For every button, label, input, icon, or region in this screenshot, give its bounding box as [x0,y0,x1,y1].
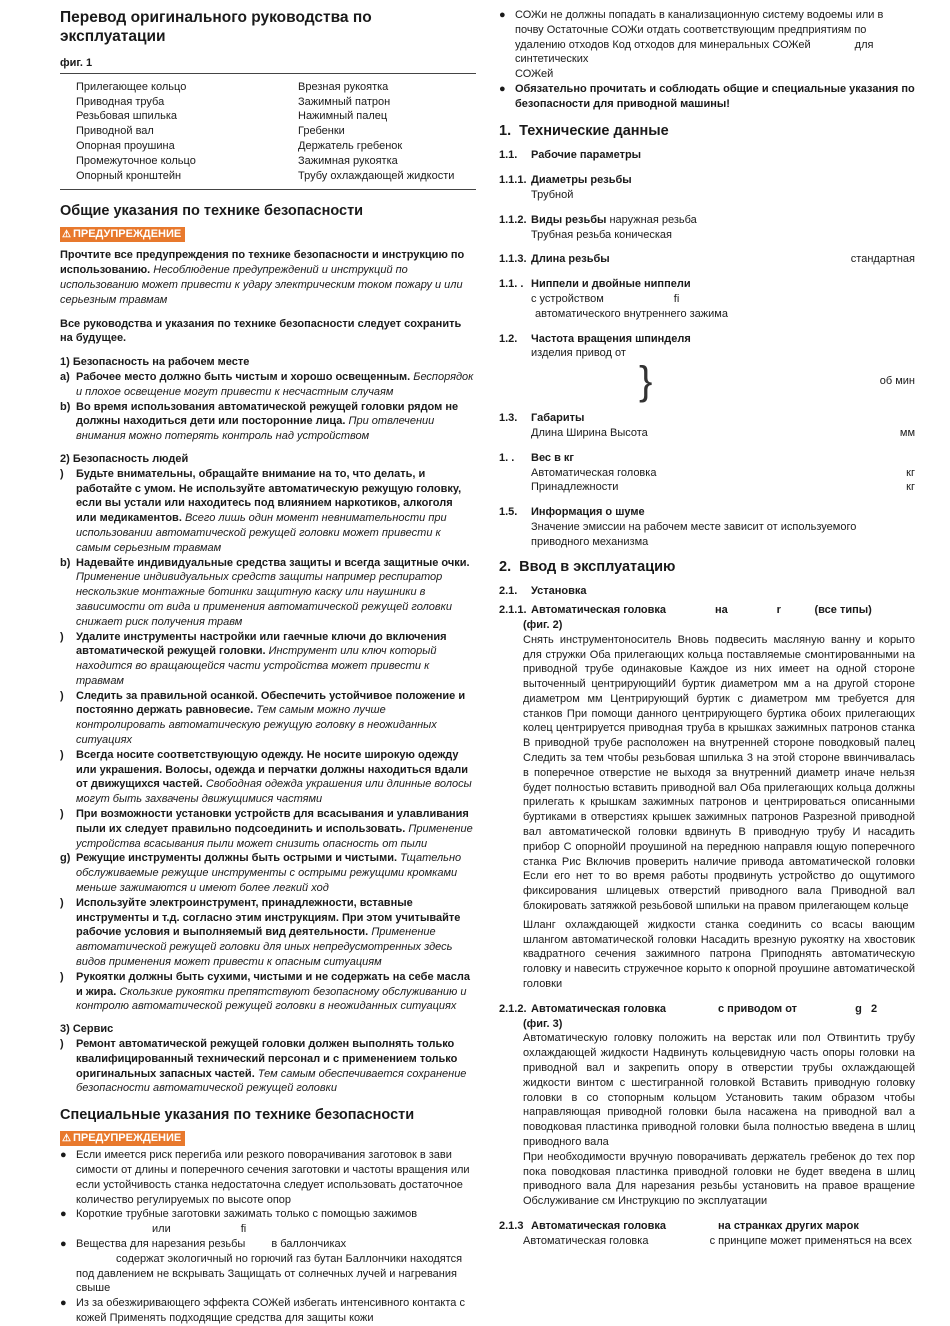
brace-icon: } [639,359,653,404]
subsection-title: 2.1. Установка [499,585,587,598]
legend-item: Врезная рукоятка [298,80,389,93]
legend-item: Промежуточное кольцо [76,154,196,167]
bullet-item: ● Если имеется риск перегиба или резкого поворачивания заготовок в зави симости от длины и поперечного сечения заготовки и частоты вращения или если устойчивость станка недостаточна следует использовать достаточное количество регулируемых по высоте опор [60,1149,470,1206]
legend-item: Зажимная рукоятка [298,154,398,167]
legend-item: Опорный кронштейн [76,169,182,182]
left-column [60,8,476,1326]
subsection-title: 1.1. Рабочие параметры [499,149,642,162]
legend-item: Резьбовая шпилька [76,110,178,123]
subsection: 1.1.2. Виды резьбы наружная резьба Трубная резьба коническая [499,213,697,241]
subsection: 1.1.3. Длина резьбы стандартная [499,253,915,266]
bullet-item: ● СОЖи не должны попадать в канализационную систему водоемы или в почву Остаточные СОЖи отдать соответствующим предприятиям по удалению отходов Код отходов для минеральных СОЖей для синтетических СОЖей [499,9,884,81]
legend-item: Приводной вал [76,125,154,138]
list-item: a) Рабочее место должно быть чистым и хорошо освещенным. Беспорядок и плохое освещение могут привести к несчастным случаям [60,370,474,398]
list-item: ) Ремонт автоматической режущей головки должен выполнять только квалифицированный технический персонал и с применением только оригинальных запасных частей. Тем самым обеспечивается сохранение безопасности автоматической режущей головки [60,1038,467,1095]
subsection: 2.1.3 Автоматическая головка на странках других марок Автоматическая головка с принципе может применяться на всех [499,1219,912,1247]
section-workplace-title: 1) Безопасность на рабочем месте [60,356,250,369]
list-item: ) Будьте внимательны, обращайте внимание на то, что делать, и работайте с умом. Не используйте автоматическую режущую головку, если вы устали или находитесь под влиянием наркотиков, алкоголя или медикаментов. Всего лишь один момент невнимательности при использовании автоматической режущей головки может привести к самым серьезным травмам [60,467,462,554]
legend-item: Опорная проушина [76,139,175,152]
warning-italic: Несоблюдение предупреждений и инструкций по использованию может привести к удару электрическим током пожару и или серьезным травмам [60,264,463,306]
figure-legend [60,80,476,184]
subsection: 2.1.1. Автоматическая головка на r (все типы) (фиг. 2) Снять инструментоноситель Вновь подвесить масляную ванну и корыто для стружки Оба прилегающих кольца поставляемые смонтированными на приводной трубе одинаковые Каждое из них имеет на одной стороне выточенный центрирующийИ буртик диаметром мм а на другой стороне диаметром мм Центрирующий буртик с диаметром мм требуется для станков При помощи данного центрирующего буртика обоих прилегающих колец центрируется приводная труба в крышках зажимных патронов станка В приводной трубе расположен на внутренней стороне поводковый палец Следить за тем чтобы резьбовая шпилька 3 на этой стороне ввинчивалась в поперечное отверстие не выходя за внутренний диаметр иначе нельзя будет полностью вставить приводной вал Оба прилегающих кольца должны прилегать к крышкам зажимных патронов и центрироваться описанными буртиками в отверстиях крышек зажимных патронов Разрезной приводной вал автоматической головки вдвинуть В приводную трубу И насадить прибор С опорнойИ проушиной на переднюю направля ющую поперечного станка Рис Включив проверить наличие привода автоматической головки Если его нет то во время работы продвинуть устройство до ощутимого фиксирования шлицевых отверстий приводного вала Приводной вал блокировать затяжкой резьбовой шпильки на правом прилегающем кольце Шланг охлаждающей жидкости станка соединить со всасы вающим шлангом автоматической головки Насадить врезную рукоятку на хвостовик квадратного сечения зажимного патрона Приподнять автоматическую головку и навесить стружечное корыто к опорной проушине автоматической головки [499,604,915,991]
subsection: 1. . Вес в кг Автоматическая головка кг Принадлежности кг [499,451,915,494]
bullet-item: ● Вещества для нарезания резьбы в баллончиках содержат экологичный но горючий газ бутан Баллончики находятся под давлением не вскрывать Защищать от солнечных лучей и нагревания свыше [60,1237,463,1295]
subsection: 2.1.2. Автоматическая головка с приводом от g 2 (фиг. 3) Автоматическую головку положить на верстак или пол Отвинтить трубу охлаждающей жидкости Надвинуть кольцевидную часть опоры головки на приводной вал и закрепить опору в отверстии трубы охлаждающей жидкости винтом с шестигранной головкой Вставить приводную головку головки в со стопорным кольцом Установить таким образом чтобы направляющая приводной головки была насажена на приводной вал а поводковая пластинка приводной головки была полностью введена в шлиц приводного вала При необходимости вручную поворачивать держатель гребенок до тех пор пока поводковая пластинка приводной головки не будет введена в шлиц приводного вала Для нарезания резьбы установить на правое вращение Обслуживание см Инструкцию по эксплуатации [499,1002,915,1208]
list-item: ) При возможности установки устройств для всасывания и улавливания пыли их следует правильно подсоединить и использовать. Применение устройства всасывания пыли может снизить опасность от пыли [60,808,473,850]
right-column [499,8,915,1249]
special-safety-title: Специальные указания по технике безопасности [60,1107,415,1124]
bullet-item: ● Обязательно прочитать и соблюдать общие и специальные указания по безопасности для приводной машины! [499,82,915,110]
subsection: 1.1. . Ниппели и двойные ниппели с устройством fi автоматического внутреннего зажима [499,278,728,320]
list-item: ) Используйте электроинструмент, принадлежности, вставные инструменты и т.д. согласно этим инструкциям. При этом учитывайте рабочие условия и выполняемый вид деятельности. Применение автоматической режущей головки для иных непредусмотренных здесь видов применения может привести к опасным ситуациям [60,896,461,969]
legend-item: Трубу охлаждающей жидкости [298,169,455,182]
warning-badge [60,227,185,242]
warning-badge [60,1131,185,1146]
bullet-item: ● Из за обезжиривающего эффекта СОЖей избегать интенсивного контакта с кожей Применять подходящие средства для защиты кожи [60,1297,465,1324]
section-commissioning-title: 2. Ввод в эксплуатацию [499,558,676,575]
section-service-title: 3) Сервис [60,1023,114,1036]
legend-item: Держатель гребенок [298,139,403,152]
legend-item: Нажимный палец [298,110,388,123]
legend-item: Приводная труба [76,95,165,108]
list-item: ) Всегда носите соответствующую одежду. Не носите широкую одежду или украшения. Волосы, одежда и перчатки должны находиться вдали от движущихся частей. Свободная одежда украшения или длинные волосы могут быть захвачены движущимися частями [60,748,472,806]
list-item: b) Надевайте индивидуальные средства защиты и всегда защитные очки. Применение индивидуальных средств защиты например респиратор нескользкие монтажные ботинки защитную каску или наушники в зависимости от вида и применения автоматической режущей головки снижает риск получения травм [60,556,470,628]
list-item: g) Режущие инструменты должны быть острыми и чистыми. Тщательно обслуживаемые режущие инструменты с острыми режущими кромками меньше зажимаются и имеют более легкий ход [60,852,462,895]
keep-note: Все руководства и указания по технике безопасности следует сохранить на будущее. [60,317,462,345]
legend-item: Прилегающее кольцо [76,80,187,93]
warning-bold: Прочтите все предупреждения по технике безопасности и инструкцию по использованию. [60,249,465,277]
warning-text [60,248,476,307]
warning-triangle-icon: ⚠ [62,1133,71,1145]
figure-label: фиг. 1 [60,56,476,74]
divider [60,189,476,190]
warning-label: ПРЕДУПРЕЖДЕНИЕ [72,228,182,241]
subsection: 1.1.1. Диаметры резьбы Трубной [499,174,632,201]
legend-item: Зажимный патрон [298,95,391,108]
subsection: 1.3. Габариты Длина Ширина Высота мм [499,412,915,439]
document-title: Перевод оригинального руководства по эксплуатации [60,9,372,45]
legend-item: Гребенки [298,125,345,138]
subsection: 1.5. Информация о шуме Значение эмиссии на рабочем месте зависит от используемого приводного механизма [499,506,857,548]
general-safety-title: Общие указания по технике безопасности [60,203,364,220]
list-item: b) Во время использования автоматической режущей головки рядом не должны находиться дети или посторонние лица. При отвлечении внимания можно потерять контроль над устройством [60,400,459,443]
warning-label: ПРЕДУПРЕЖДЕНИЕ [72,1132,182,1145]
list-item: ) Рукоятки должны быть сухими, чистыми и не содержать на себе масла и жира. Скользкие рукоятки препятствуют безопасному обслуживанию и контролю автоматической режущей головки в неожиданных ситуациях [60,970,470,1013]
bullet-item: ● Короткие трубные заготовки зажимать только с помощью зажимов или fi [60,1208,418,1236]
list-item: ) Удалите инструменты настройки или гаечные ключи до включения автоматической режущей головки. Инструмент или ключ который находится во вращающейся части устройства может привести к травмам [60,630,447,687]
section-tech-data-title: 1. Технические данные [499,122,669,139]
subsection: 1.2. Частота вращения шпинделя изделия привод от } об мин [499,332,915,404]
warning-triangle-icon: ⚠ [62,229,71,241]
section-people-title: 2) Безопасность людей [60,452,189,465]
list-item: ) Следить за правильной осанкой. Обеспечить устойчивое положение и постоянно держать равновесие. Тем самым можно лучше контролировать автоматическую режущую головку в неожиданных ситуациях [60,689,466,747]
